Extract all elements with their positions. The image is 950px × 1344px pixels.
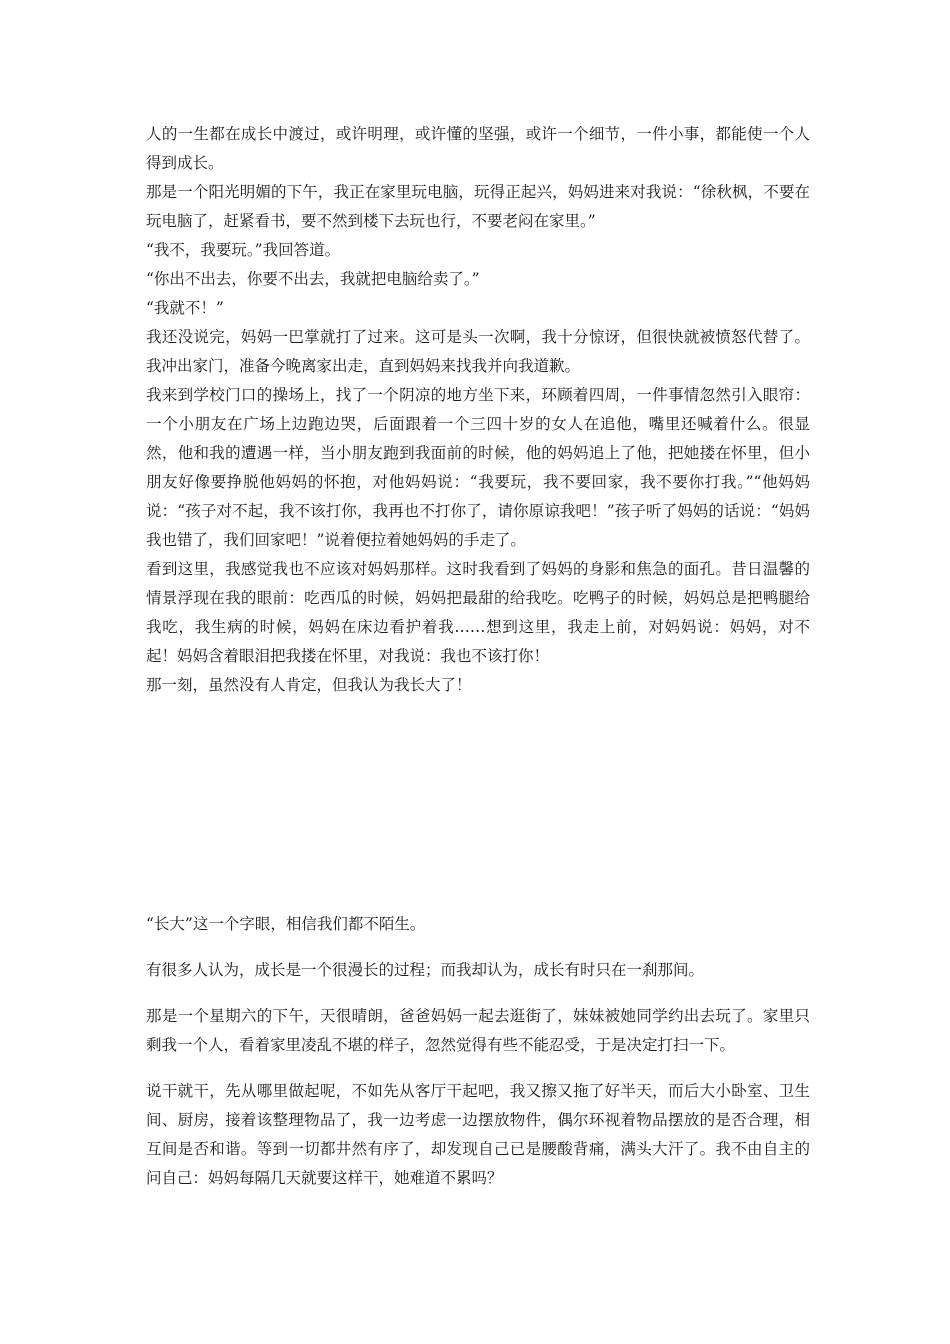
paragraph-dialogue-refuse: “我不，我要玩。”我回答道。 <box>146 241 341 259</box>
paragraph-instant: 有很多人认为，成长是一个很漫长的过程；而我却认为，成长有时只在一刹那间。 <box>146 961 705 979</box>
paragraph-cleaning: 说干就干，先从哪里做起呢，不如先从客厅干起吧，我又擦又拖了好半天，而后大小卧室、卫生间、厨房，接着该整理物品了，我一边考虑一边摆放物件，偶尔环视着物品摆放的是否合理，相互间是否和谐。等到一切都井然有序了，却发现自己已是腰酸背痛，满头大汗了。我不由自主的问自己：妈妈每隔几天就要这样干，她难道不累吗？ <box>146 1082 810 1187</box>
paragraph-intro: 人的一生都在成长中渡过，或许明理，或许懂的坚强，或许一个细节，一件小事，都能使一个人得到成长。 <box>146 125 810 172</box>
paragraph-reflection: 看到这里，我感觉我也不应该对妈妈那样。这时我看到了妈妈的身影和焦急的面孔。昔日温馨的情景浮现在我的眼前：吃西瓜的时候，妈妈把最甜的给我吃。吃鸭子的时候，妈妈总是把鸭腿给我吃，我生病的时候，妈妈在床边看护着我……想到这里，我走上前，对妈妈说：妈妈，对不起！妈妈含着眼泪把我搂在怀里，对我说：我也不该打你！ <box>146 560 810 665</box>
paragraph-dialogue-threat: “你出不出去，你要不出去，我就把电脑给卖了。” <box>146 270 480 288</box>
paragraph-dialogue-no: “我就不！” <box>146 299 224 317</box>
paragraph-conclusion: 那一刻，虽然没有人肯定，但我认为我长大了！ <box>146 676 472 694</box>
paragraph-grow-up-word: “长大”这一个字眼，相信我们都不陌生。 <box>146 915 426 933</box>
paragraph-playground: 我来到学校门口的操场上，找了一个阴凉的地方坐下来，环顾着四周，一件事情忽然引入眼帘：一个小朋友在广场上边跑边哭，后面跟着一个三四十岁的女人在追他，嘴里还喊着什么。很显然，他和我的遭遇一样，当小朋友跑到我面前的时候，他的妈妈追上了他，把她搂在怀里，但小朋友好像要挣脱他妈妈的怀抱，对他妈妈说：“我要玩，我不要回家，我不要你打我。”“他妈妈说：“孩子对不起，我不该打你，我再也不打你了，请你原谅我吧！”孩子听了妈妈的话说：“妈妈我也错了，我们回家吧！”说着便拉着她妈妈的手走了。 <box>146 386 810 549</box>
paragraph-slap: 我还没说完，妈妈一巴掌就打了过来。这可是头一次啊，我十分惊讶，但很快就被愤怒代替了。我冲出家门，准备今晚离家出走，直到妈妈来找我并向我道歉。 <box>146 328 810 375</box>
essay-growing-up-cleaning <box>146 910 810 1210</box>
paragraph-afternoon-computer: 那是一个阳光明媚的下午，我正在家里玩电脑，玩得正起兴，妈妈进来对我说：“徐秋枫，不要在玩电脑了，赶紧看书，要不然到楼下去玩也行，不要老闷在家里。” <box>146 183 810 230</box>
paragraph-saturday: 那是一个星期六的下午，天很晴朗，爸爸妈妈一起去逛街了，妹妹被她同学约出去玩了。家里只剩我一个人，看着家里凌乱不堪的样子，忽然觉得有些不能忍受，于是决定打扫一下。 <box>146 1007 810 1054</box>
essay-growing-up-slap <box>146 120 810 700</box>
